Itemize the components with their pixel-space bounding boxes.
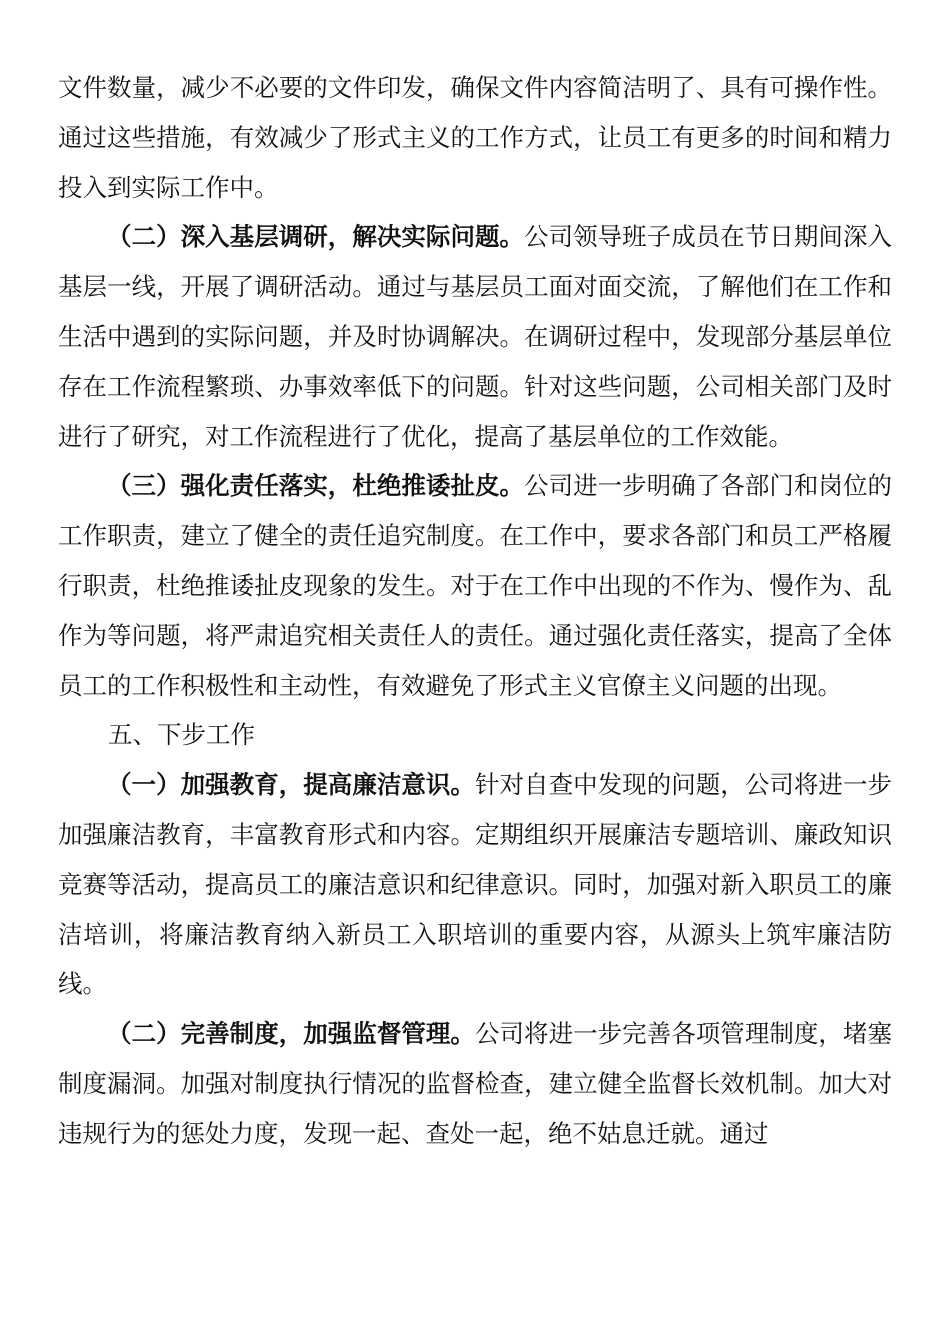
- paragraph-heading: （二）深入基层调研，解决实际问题。: [107, 222, 525, 252]
- paragraph-text: 针对自查中发现的问题，公司将进一步加强廉洁教育，丰富教育形式和内容。定期组织开展廉洁专题培训、廉政知识竞赛等活动，提高员工的廉洁意识和纪律意识。同时，加强对新入职员工的廉洁培训，将廉洁教育纳入新员工入职培训的重要内容，从源头上筑牢廉洁防线。: [58, 770, 892, 999]
- paragraph-text: 公司领导班子成员在节日期间深入基层一线，开展了调研活动。通过与基层员工面对面交流，了解他们在工作和生活中遇到的实际问题，并及时协调解决。在调研过程中，发现部分基层单位存在工作流程繁琐、办事效率低下的问题。针对这些问题，公司相关部门及时进行了研究，对工作流程进行了优化，提高了基层单位的工作效能。: [58, 222, 892, 451]
- paragraph-continued: [58, 63, 892, 212]
- section-title: 五、下步工作: [108, 720, 255, 750]
- paragraph-responsibility: [58, 461, 892, 710]
- paragraph-text: 公司进一步明确了各部门和岗位的工作职责，建立了健全的责任追究制度。在工作中，要求各部门和员工严格履行职责，杜绝推诿扯皮现象的发生。对于在工作中出现的不作为、慢作为、乱作为等问题，将严肃追究相关责任人的责任。通过强化责任落实，提高了全体员工的工作积极性和主动性，有效避免了形式主义官僚主义问题的出现。: [58, 471, 892, 700]
- document-page: [58, 63, 892, 1159]
- paragraph-heading: （一）加强教育，提高廉洁意识。: [107, 770, 475, 800]
- paragraph-text: 公司将进一步完善各项管理制度，堵塞制度漏洞。加强对制度执行情况的监督检查，建立健全监督长效机制。加大对违规行为的惩处力度，发现一起、查处一起，绝不姑息迁就。通过: [58, 1019, 892, 1148]
- paragraph-education: [58, 760, 892, 1009]
- paragraph-heading: （二）完善制度，加强监督管理。: [107, 1019, 475, 1049]
- paragraph-heading: （三）强化责任落实，杜绝推诿扯皮。: [107, 471, 525, 501]
- paragraph-research: [58, 212, 892, 461]
- paragraph-supervision: [58, 1009, 892, 1158]
- paragraph-text: 文件数量，减少不必要的文件印发，确保文件内容简洁明了、具有可操作性。通过这些措施，有效减少了形式主义的工作方式，让员工有更多的时间和精力投入到实际工作中。: [58, 73, 892, 202]
